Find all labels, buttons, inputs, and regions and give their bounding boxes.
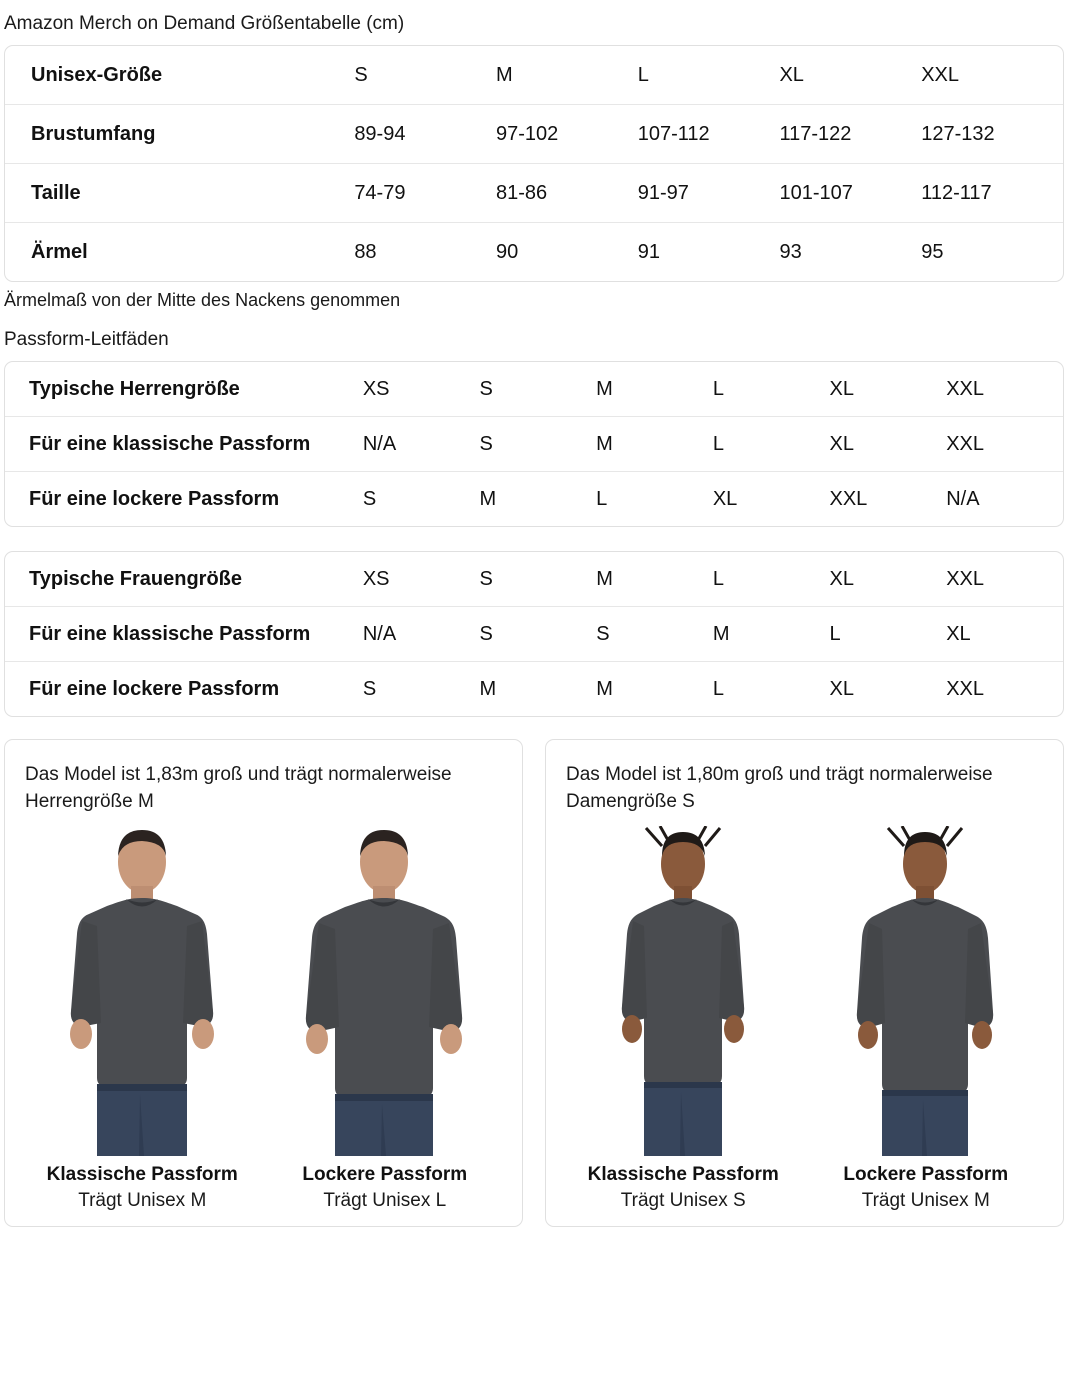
fit-name: Klassische Passform	[587, 1163, 779, 1185]
table-row	[5, 362, 1063, 417]
model-cards-row	[4, 739, 1064, 1227]
fit-size: Trägt Unisex L	[323, 1189, 447, 1211]
cell-value: L	[596, 487, 608, 510]
figure-male-relaxed	[268, 826, 503, 1212]
cell-value: M	[479, 677, 497, 700]
model-card-female	[545, 739, 1064, 1227]
cell-value: S	[479, 567, 493, 590]
fit-name: Lockere Passform	[302, 1163, 468, 1185]
fit-size: Trägt Unisex M	[78, 1189, 207, 1211]
cell-value: M	[596, 567, 613, 590]
row-label: Typische Frauengröße	[29, 567, 243, 590]
fit-name: Klassische Passform	[46, 1163, 238, 1185]
cell-value: XXL	[946, 567, 984, 590]
cell-value: XXL	[946, 377, 985, 400]
cell-value: L	[829, 622, 841, 645]
figure-female-classic	[566, 826, 801, 1212]
cell-value: 81-86	[495, 181, 548, 204]
row-label: Unisex-Größe	[31, 63, 163, 86]
cell-value: 91-97	[637, 181, 689, 204]
cell-value: M	[479, 487, 497, 510]
cell-value: XL	[829, 567, 854, 590]
cell-value: L	[712, 567, 724, 590]
female-classic-photo	[566, 826, 801, 1156]
cell-value: 90	[495, 240, 519, 263]
cell-value: XXL	[946, 677, 984, 700]
cell-value: 117-122	[779, 122, 852, 145]
table-row	[5, 472, 1063, 526]
table-row	[5, 662, 1063, 716]
womens-fit-table	[4, 551, 1064, 717]
cell-value: S	[362, 487, 377, 510]
cell-value: 93	[779, 240, 802, 263]
figure-male-classic	[25, 826, 260, 1212]
row-label: Für eine lockere Passform	[29, 487, 280, 510]
mens-fit-table	[4, 361, 1064, 527]
cell-value: 74-79	[354, 181, 406, 204]
male-relaxed-photo	[268, 826, 503, 1156]
cell-value: 91	[637, 240, 660, 263]
cell-value: M	[596, 432, 613, 455]
cell-value: M	[596, 677, 613, 700]
cell-value: XXL	[921, 63, 960, 86]
unisex-size-table	[4, 45, 1064, 282]
cell-value: L	[712, 677, 724, 700]
fit-size: Trägt Unisex S	[620, 1189, 746, 1211]
row-label: Ärmel	[31, 240, 88, 263]
cell-value: 89-94	[354, 122, 406, 145]
cell-value: L	[712, 377, 724, 400]
model-card-male	[4, 739, 523, 1227]
cell-value: S	[479, 377, 493, 400]
female-relaxed-photo	[809, 826, 1044, 1156]
cell-value: N/A	[946, 487, 980, 510]
cell-value: XL	[712, 487, 738, 510]
model-height-note: Das Model ist 1,80m groß und trägt normalerweise Damengröße S	[566, 763, 993, 812]
cell-value: N/A	[362, 432, 397, 455]
table-row	[5, 223, 1063, 281]
cell-value: S	[596, 622, 610, 645]
cell-value: XXL	[946, 432, 985, 455]
cell-value: S	[362, 677, 377, 700]
cell-value: S	[479, 622, 493, 645]
cell-value: XL	[829, 377, 854, 400]
cell-value: M	[495, 63, 513, 86]
cell-value: 101-107	[779, 181, 853, 204]
table-row	[5, 417, 1063, 472]
table-row	[5, 46, 1063, 105]
table-row	[5, 105, 1063, 164]
cell-value: XS	[362, 377, 390, 400]
row-label: Typische Herrengröße	[29, 377, 240, 400]
model-height-note: Das Model ist 1,83m groß und trägt normalerweise Herrengröße M	[25, 763, 452, 812]
cell-value: XL	[779, 63, 804, 86]
row-label: Für eine lockere Passform	[29, 677, 280, 700]
cell-value: M	[712, 622, 730, 645]
cell-value: XL	[829, 677, 854, 700]
figure-female-relaxed	[809, 826, 1044, 1212]
row-label: Taille	[31, 181, 81, 204]
cell-value: 88	[354, 240, 377, 263]
cell-value: M	[596, 377, 613, 400]
table-row	[5, 607, 1063, 662]
fit-size: Trägt Unisex M	[861, 1189, 990, 1211]
fit-name: Lockere Passform	[843, 1163, 1009, 1185]
row-label: Für eine klassische Passform	[29, 432, 311, 455]
cell-value: XS	[362, 567, 390, 590]
cell-value: 127-132	[921, 122, 995, 145]
cell-value: XL	[946, 622, 971, 645]
page-title: Amazon Merch on Demand Größentabelle (cm)	[4, 13, 405, 34]
cell-value: 112-117	[921, 181, 992, 204]
cell-value: 95	[921, 240, 944, 263]
fit-guides-title: Passform-Leitfäden	[4, 328, 169, 350]
cell-value: 107-112	[637, 122, 710, 145]
cell-value: S	[479, 432, 493, 455]
sleeve-measurement-note: Ärmelmaß von der Mitte des Nackens genommen	[4, 289, 401, 310]
cell-value: L	[712, 432, 724, 455]
cell-value: 97-102	[495, 122, 559, 145]
cell-value: S	[354, 63, 368, 86]
male-classic-photo	[25, 826, 260, 1156]
cell-value: XL	[829, 432, 854, 455]
row-label: Brustumfang	[31, 122, 156, 145]
cell-value: L	[637, 63, 649, 86]
row-label: Für eine klassische Passform	[29, 622, 311, 645]
cell-value: XXL	[829, 487, 868, 510]
cell-value: N/A	[362, 622, 397, 645]
table-row	[5, 164, 1063, 223]
table-row	[5, 552, 1063, 607]
